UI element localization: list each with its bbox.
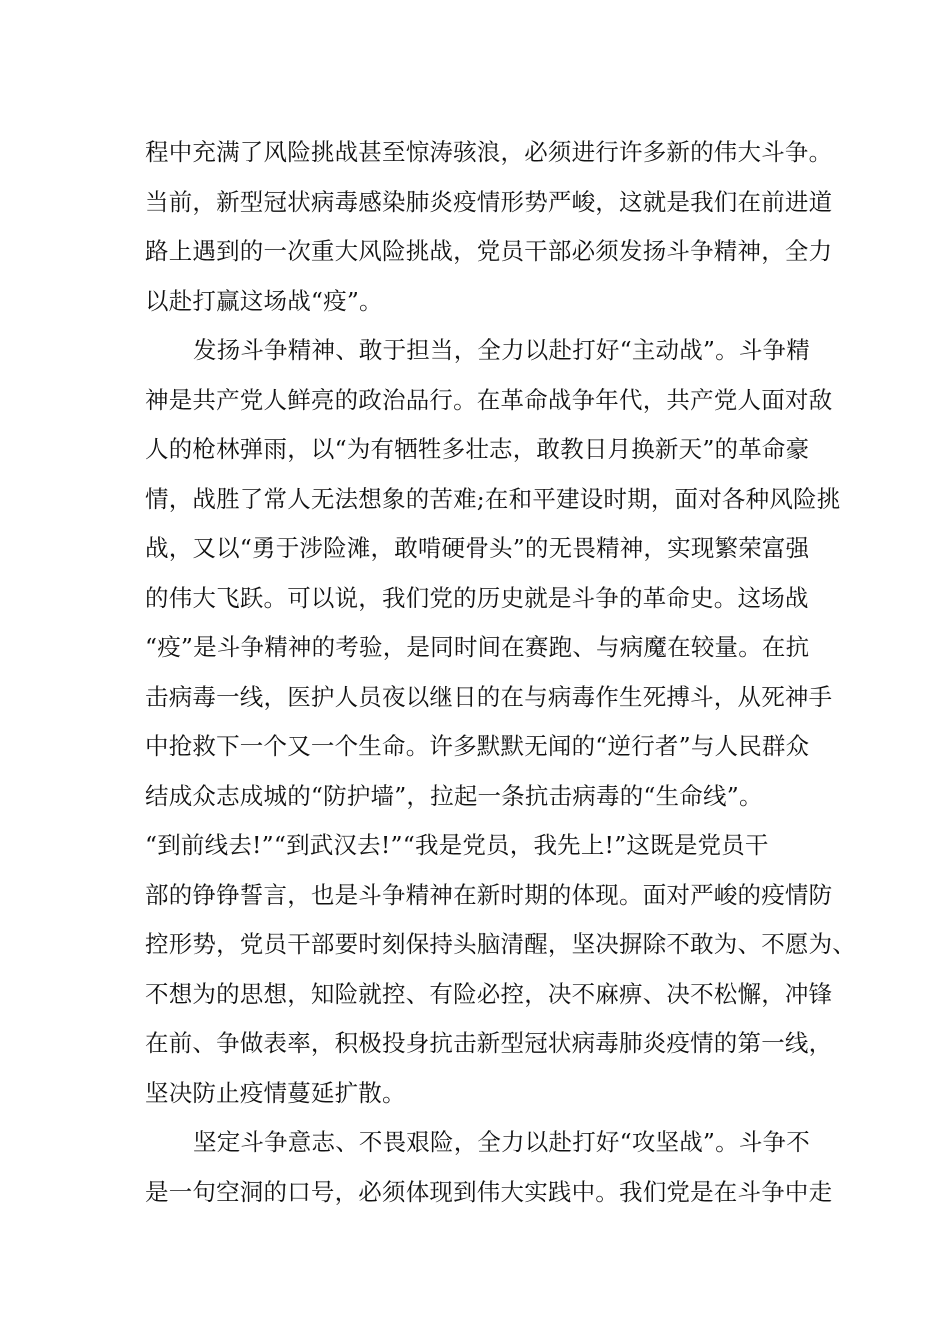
document-body (145, 128, 856, 1217)
text-line: 人的枪林弹雨，以“为有牺牲多壮志，敢教日月换新天”的革命豪 (145, 435, 810, 463)
text-line: 战，又以“勇于涉险滩，敢啃硬骨头”的无畏精神，实现繁荣富强 (145, 534, 810, 562)
text-line: 以赴打赢这场战“疫”。 (145, 286, 383, 315)
paragraph-start-line: 坚定斗争意志、不畏艰险，全力以赴打好“攻坚战”。斗争不 (193, 1128, 810, 1156)
text-line: 部的铮铮誓言，也是斗争精神在新时期的体现。面对严峻的疫情防 (145, 880, 833, 909)
text-line: 神是共产党人鲜亮的政治品行。在革命战争年代，共产党人面对敌 (145, 385, 833, 414)
text-line: 中抢救下一个又一个生命。许多默默无闻的“逆行者”与人民群众 (145, 732, 810, 760)
text-line: 结成众志成城的“防护墙”，拉起一条抗击病毒的“生命线”。 (145, 781, 763, 810)
text-line: 的伟大飞跃。可以说，我们党的历史就是斗争的革命史。这场战 (145, 583, 809, 612)
text-line: 控形势，党员干部要时刻保持头脑清醒，坚决摒除不敢为、不愿为、 (145, 930, 856, 958)
text-line: 在前、争做表率，积极投身抗击新型冠状病毒肺炎疫情的第一线， (145, 1029, 833, 1057)
text-line: 当前，新型冠状病毒感染肺炎疫情形势严峻，这就是我们在前进道 (145, 187, 833, 216)
paragraph-start-line: 发扬斗争精神、敢于担当，全力以赴打好“主动战”。斗争精 (193, 336, 810, 364)
text-line: 情，战胜了常人无法想象的苦难;在和平建设时期，面对各种风险挑 (145, 484, 841, 513)
text-line: 是一句空洞的口号，必须体现到伟大实践中。我们党是在斗争中走 (145, 1177, 833, 1206)
text-line: 程中充满了风险挑战甚至惊涛骇浪，必须进行许多新的伟大斗争。 (145, 138, 833, 166)
text-line: “疫”是斗争精神的考验，是同时间在赛跑、与病魔在较量。在抗 (145, 633, 810, 661)
text-line: 坚决防止疫情蔓延扩散。 (145, 1078, 406, 1107)
text-line: 路上遇到的一次重大风险挑战，党员干部必须发扬斗争精神，全力 (145, 237, 833, 265)
text-line: 击病毒一线，医护人员夜以继日的在与病毒作生死搏斗，从死神手 (145, 682, 833, 711)
text-line: 不想为的思想，知险就控、有险必控，决不麻痹、决不松懈，冲锋 (145, 979, 833, 1008)
text-line: “到前线去!”“到武汉去!”“我是党员，我先上!”这既是党员干 (145, 831, 769, 859)
